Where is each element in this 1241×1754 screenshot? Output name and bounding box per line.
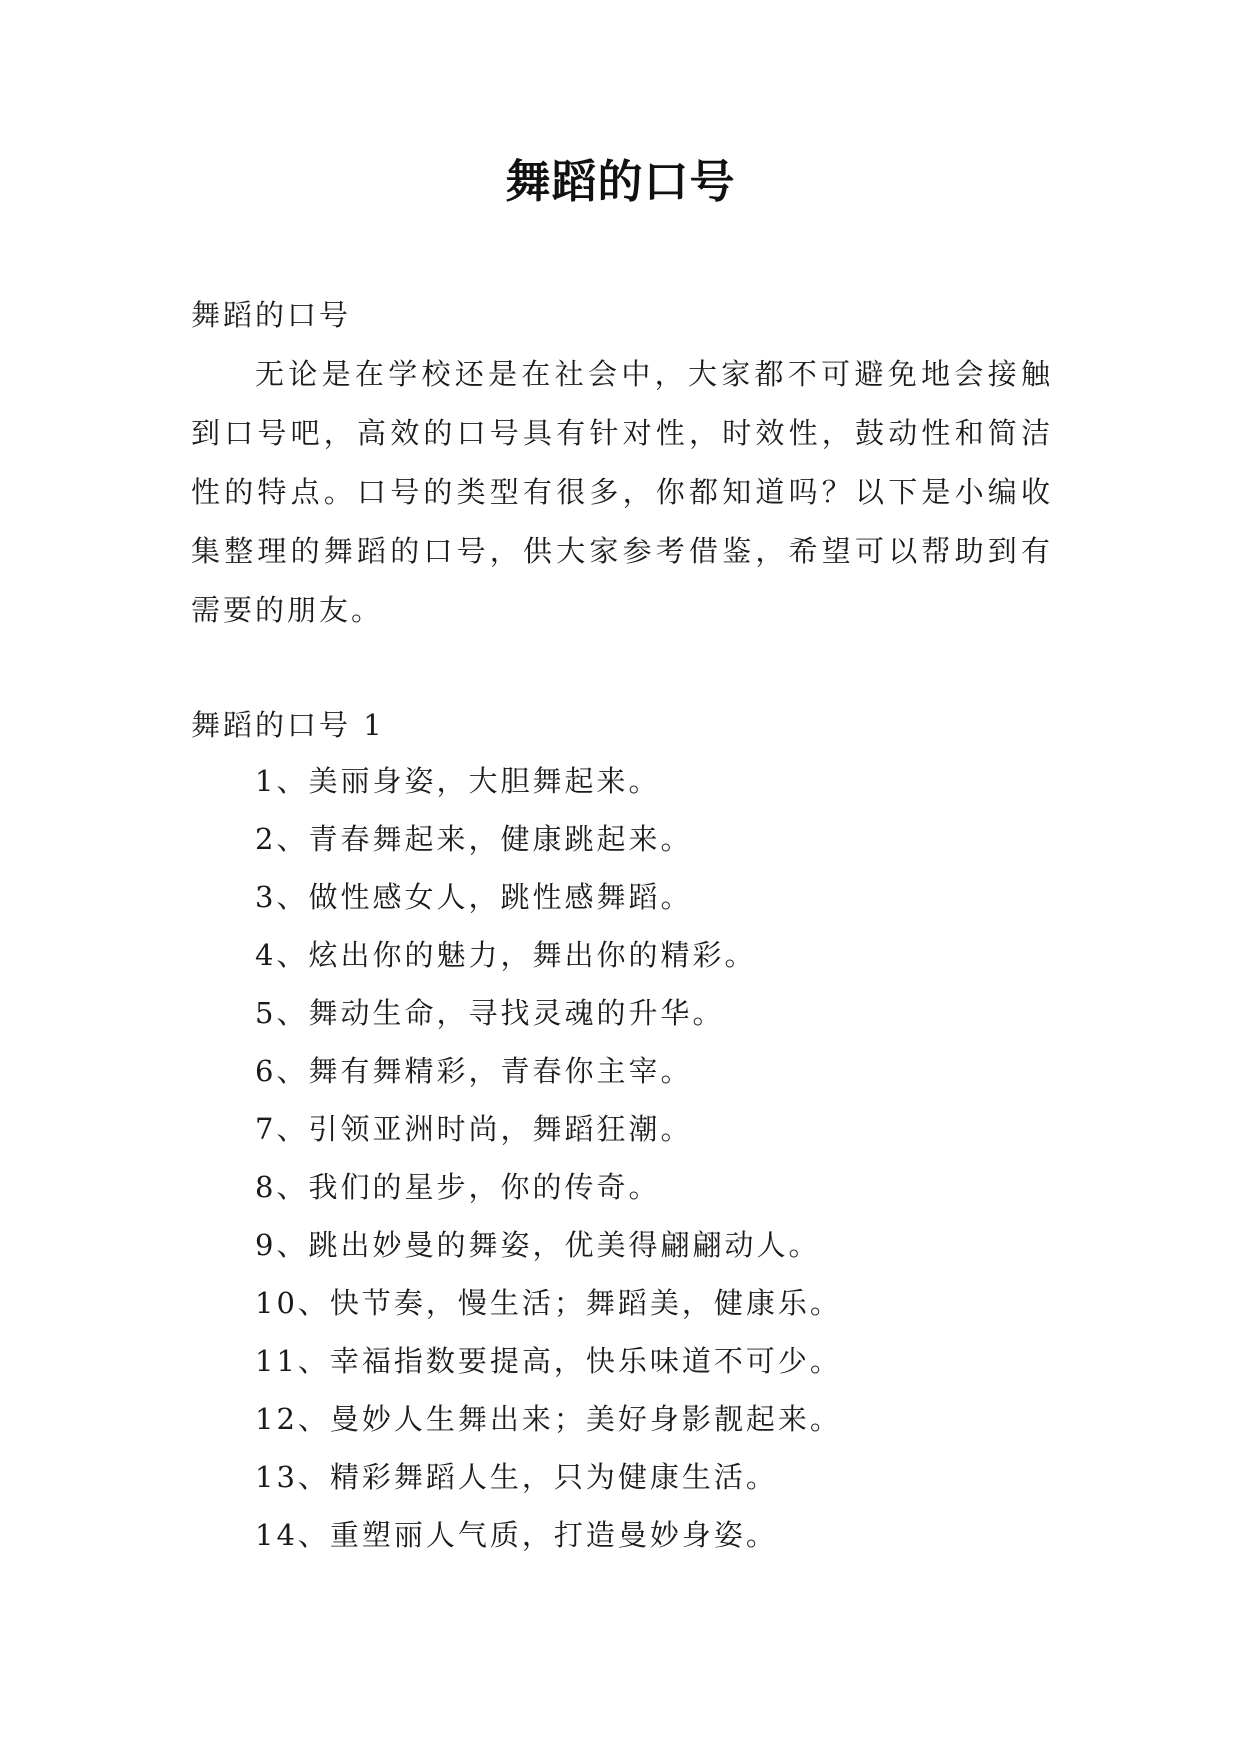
slogan-item: 4、炫出你的魅力，舞出你的精彩。 xyxy=(255,938,757,972)
slogan-list xyxy=(255,752,1055,1564)
slogan-item: 1、美丽身姿，大胆舞起来。 xyxy=(255,764,661,798)
document-subheading: 舞蹈的口号 xyxy=(191,298,352,332)
slogan-item: 6、舞有舞精彩，青春你主宰。 xyxy=(255,1054,693,1088)
slogan-item: 7、引领亚洲时尚，舞蹈狂潮。 xyxy=(255,1112,693,1146)
slogan-item: 13、精彩舞蹈人生，只为健康生活。 xyxy=(255,1460,778,1494)
document-title: 舞蹈的口号 xyxy=(505,155,736,208)
slogan-item: 11、幸福指数要提高，快乐味道不可少。 xyxy=(255,1344,842,1378)
slogan-item: 2、青春舞起来，健康跳起来。 xyxy=(255,822,693,856)
slogan-item: 8、我们的星步，你的传奇。 xyxy=(255,1170,661,1204)
intro-paragraph: 无论是在学校还是在社会中，大家都不可避免地会接触到口号吧，高效的口号具有针对性，时效性，鼓动性和简洁性的特点。口号的类型有很多，你都知道吗？以下是小编收集整理的舞蹈的口号，供大家参考借鉴，希望可以帮助到有需要的朋友。 xyxy=(191,357,1053,627)
slogan-item: 10、快节奏，慢生活；舞蹈美，健康乐。 xyxy=(255,1286,842,1320)
slogan-item: 12、曼妙人生舞出来；美好身影靓起来。 xyxy=(255,1402,842,1436)
slogan-item: 5、舞动生命，寻找灵魂的升华。 xyxy=(255,996,725,1030)
slogan-item: 3、做性感女人，跳性感舞蹈。 xyxy=(255,880,693,914)
section-title: 舞蹈的口号 1 xyxy=(191,708,385,742)
slogan-item: 9、跳出妙曼的舞姿，优美得翩翩动人。 xyxy=(255,1228,821,1262)
slogan-item: 14、重塑丽人气质，打造曼妙身姿。 xyxy=(255,1518,778,1552)
